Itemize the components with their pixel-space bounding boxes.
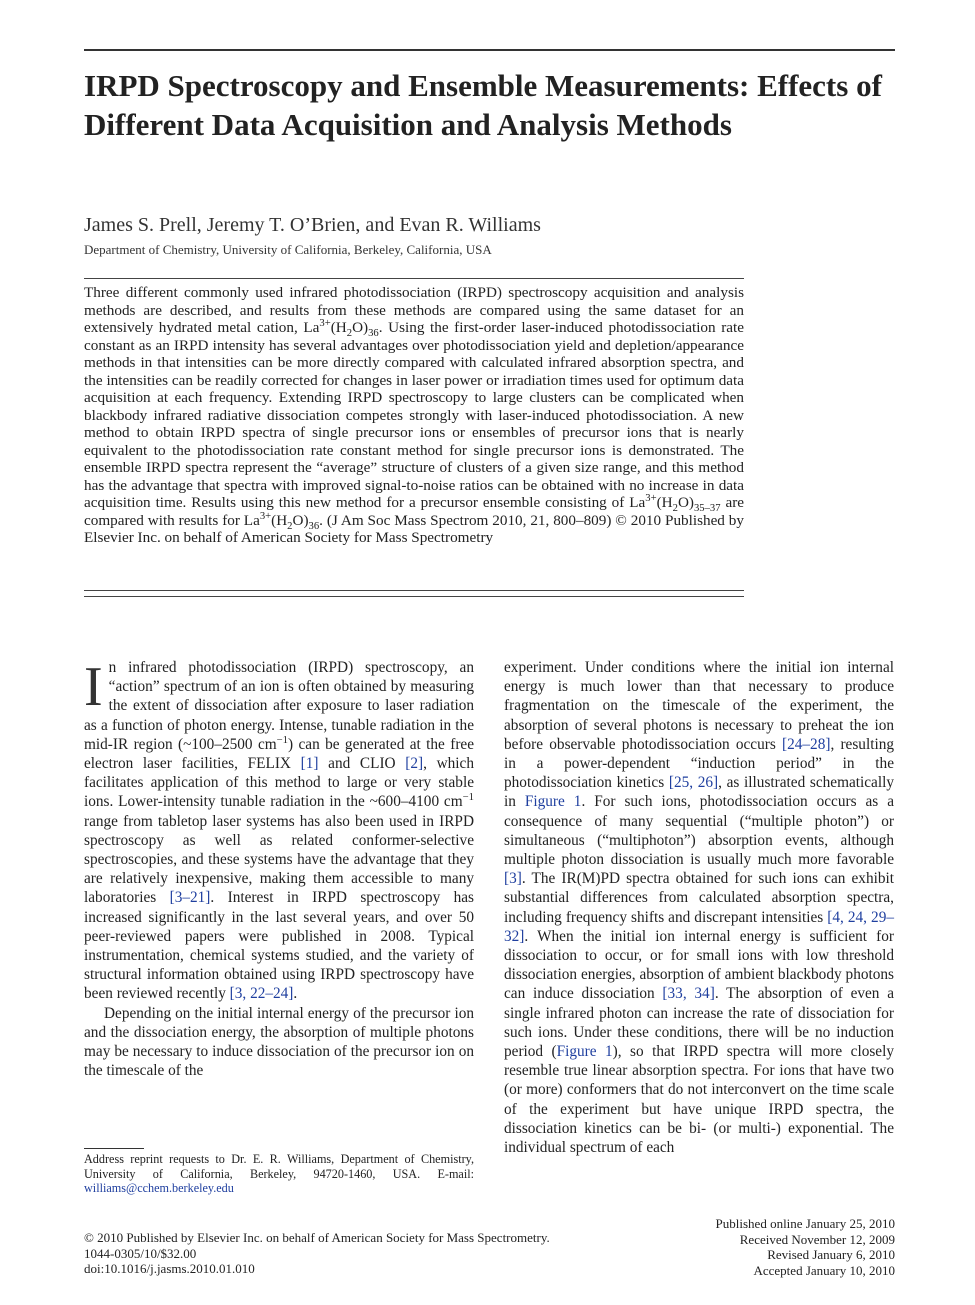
issn-price: 1044-0305/10/$32.00 bbox=[84, 1245, 197, 1261]
abstract-top-rule bbox=[84, 278, 744, 279]
citation-link[interactable]: [33, 34] bbox=[662, 985, 715, 1003]
copyright-line: © 2010 Published by Elsevier Inc. on behalf of American Society for Mass Spectrometry. bbox=[84, 1230, 550, 1245]
citation-link[interactable]: [1] bbox=[300, 755, 319, 773]
copyright-block bbox=[84, 1230, 550, 1277]
abstract-bottom-rule-2 bbox=[84, 596, 744, 597]
body-column-left bbox=[84, 658, 474, 1080]
citation-link[interactable]: [25, 26] bbox=[668, 774, 719, 792]
abstract-bottom-rule bbox=[84, 590, 744, 591]
author-list: James S. Prell, Jeremy T. O’Brien, and Evan R. Williams bbox=[84, 214, 541, 236]
publication-dates bbox=[716, 1216, 895, 1278]
received-date: Received November 12, 2009 bbox=[739, 1231, 895, 1247]
citation-link[interactable]: [24–28] bbox=[782, 735, 831, 753]
paper-title: IRPD Spectroscopy and Ensemble Measurements: Effects of Different Data Acquisition and Analysis Methods bbox=[84, 68, 882, 142]
citation-link[interactable]: [2] bbox=[405, 755, 424, 773]
footnote-rule bbox=[84, 1148, 144, 1149]
citation-link[interactable]: [3–21] bbox=[169, 889, 211, 907]
intro-paragraph: In infrared photodissociation (IRPD) spectroscopy, an “action” spectrum of an ion is often obtained by measuring the extent of dissociation after exposure to laser radiation as a function of photon energy. Intense, tunable radiation in the mid-IR region (~100–2500 $cm^{-1}$) can be generated at the free electron laser facilities, FELIX [1] and CLIO [2], which facilitates application of this method to large or very stable ions. Lower-intensity tunable radiation in the ~600–4100 $cm^{-1}$ range from tabletop laser systems has also been used in IRPD spectroscopy as well as related conformer-selective spectroscopies, and these systems have the advantage that they are relatively inexpensive, making them accessible to many laboratories [3–21]. Interest in IRPD spectroscopy has increased significantly in the last several years, and over 50 peer-reviewed papers were published in 2008. Typical instrumentation, chemical systems studied, and the variety of structural information obtained using IRPD spectroscopy have been reviewed recently [3, 22–24]. bbox=[84, 656, 474, 1003]
body-paragraph: experiment. Under conditions where the initial ion internal energy is much lower than that necessary to produce fragmentation on the timescale of the experiment, the absorption of several photons is necessary to preheat the ion before observable photodissociation occurs [24–28], resulting in a power-dependent “induction period” in the photodissociation kinetics [25, 26], as illustrated schematically in Figure 1. For such ions, photodissociation occurs as a consequence of many sequential (“multiple photon”) or simultaneous (“multiphoton”) absorption events, although multiple photon dissociation is usually much more favorable [3]. The IR(M)PD spectra obtained for such ions can exhibit substantial differences from calculated absorption spectra, including frequency shifts and discrepant intensities [4, 24, 29–32]. When the initial ion internal energy is sufficient for dissociation to occur, or for small ions with low threshold dissociation energies, absorption of ambient blackbody photons can induce dissociation [33, 34]. The absorption of even a single infrared photon can increase the rate of dissociation for such ions. Under these conditions, there will be no induction period (Figure 1), so that IRPD spectra will more closely resemble true linear absorption spectra. For ions that have two (or more) conformers that do not interconvert on the time scale of the experiment but have unique IRPD spectra, the dissociation kinetics can be bi- (or multi-) exponential. The individual spectrum of each bbox=[504, 659, 895, 1157]
drop-cap: I bbox=[84, 656, 103, 718]
top-rule bbox=[84, 49, 895, 51]
figure-link[interactable]: Figure 1 bbox=[556, 1043, 613, 1061]
email-link[interactable]: williams@cchem.berkeley.edu bbox=[84, 1181, 234, 1195]
body-column-right bbox=[504, 658, 894, 1157]
citation-link[interactable]: [3] bbox=[504, 870, 522, 888]
doi[interactable]: doi:10.1016/j.jasms.2010.01.010 bbox=[84, 1261, 255, 1276]
correspondence-footnote: Address reprint requests to Dr. E. R. Williams, Department of Chemistry, University of California, Berkeley, 94720-1460, USA. E-mail: williams@cchem.berkeley.edu bbox=[84, 1152, 474, 1195]
abstract: Three different commonly used infrared photodissociation (IRPD) spectroscopy acquisition and analysis methods are described, and results from these methods are compared using the same dataset for an extensively hydrated metal cation, $La^{3+}(H_2O)_{36}$. Using the first-order laser-induced photodissociation rate constant as an IRPD intensity has several advantages over photodissociation yield and depletion/appearance methods in that intensities can be more directly compared with calculated infrared absorption spectra, and the intensities can be readily corrected for changes in laser power or irradiation times used for optimum data acquisition at each frequency. Extending IRPD spectroscopy to large clusters can be complicated when blackbody infrared radiative dissociation competes strongly with laser-induced photodissociation. A new method to obtain IRPD spectra of single precursor ions or ensembles of precursor ions that is nearly equivalent to the photodissociation rate constant method for single precursor ions is demonstrated. The ensemble IRPD spectra represent the “average” structure of clusters of a given size range, and this method has the advantage that spectra with improved signal-to-noise ratios can be obtained with no increase in data acquisition time. Results using this new method for a precursor ensemble consisting of $La^{3+}(H_2O)_{35-37}$ are compared with results for $La^{3+}(H_2O)_{36}$. (J Am Soc Mass Spectrom 2010, 21, 800–809) © 2010 Published by Elsevier Inc. on behalf of American Society for Mass Spectrometry bbox=[84, 284, 744, 546]
citation-link[interactable]: [3, 22–24] bbox=[229, 985, 294, 1003]
revised-date: Revised January 6, 2010 bbox=[767, 1247, 895, 1262]
citation-link[interactable]: [4, 24, 29–32] bbox=[504, 908, 894, 945]
accepted-date: Accepted January 10, 2010 bbox=[753, 1262, 895, 1278]
figure-link[interactable]: Figure 1 bbox=[524, 793, 582, 811]
body-paragraph: Depending on the initial internal energy of the precursor ion and the dissociation energy, the absorption of multiple photons may be necessary to induce dissociation of the precursor ion on the timescale of the bbox=[84, 1004, 474, 1080]
affiliation: Department of Chemistry, University of California, Berkeley, California, USA bbox=[84, 242, 492, 257]
published-online-date: Published online January 25, 2010 bbox=[715, 1216, 895, 1231]
